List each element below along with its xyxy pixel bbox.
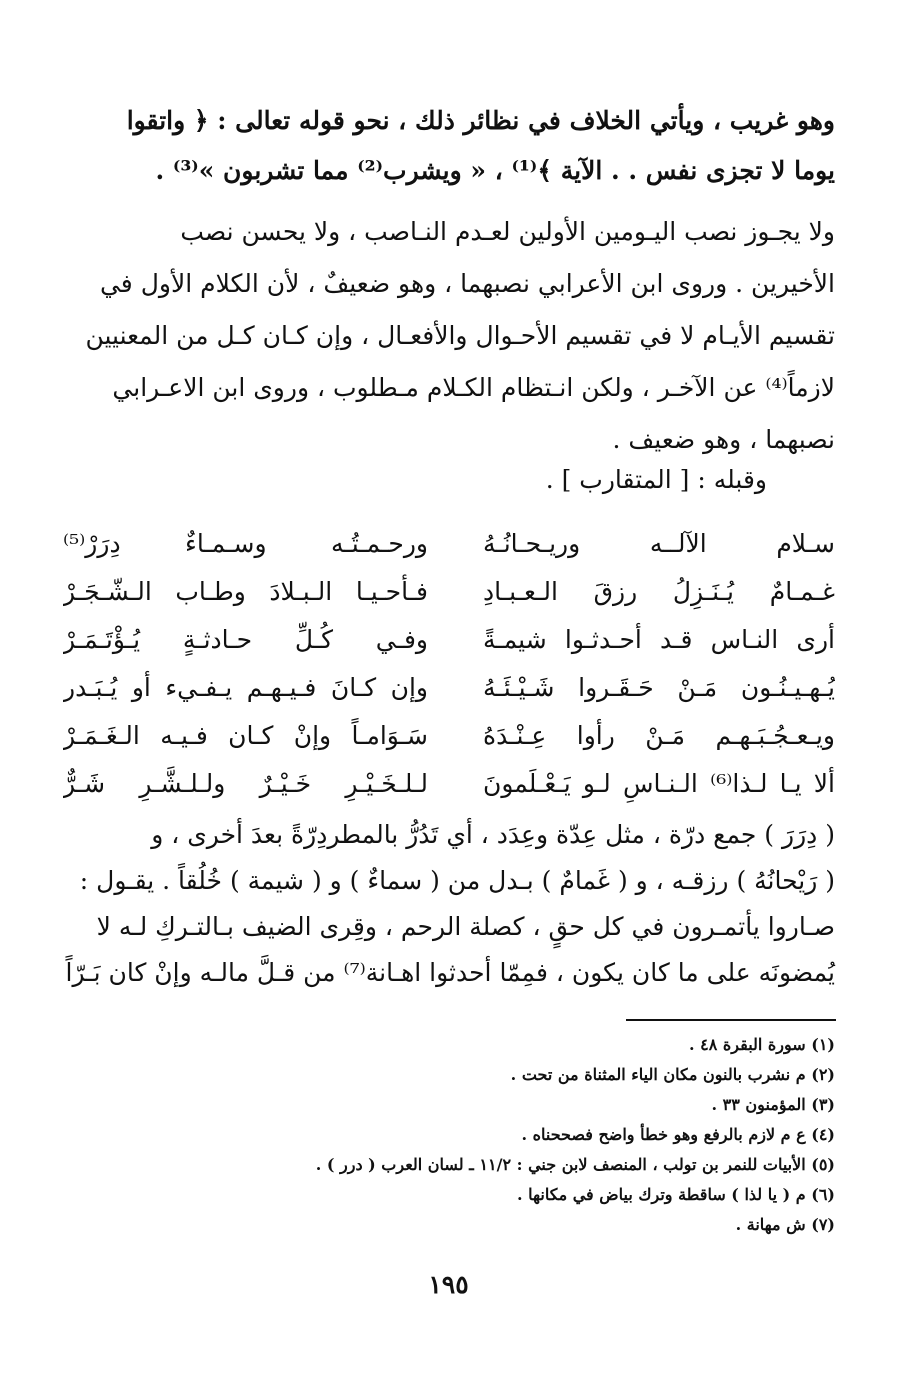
text-line: لازماً⁽⁴⁾ عن الآخـر ، ولكن انـتظام الكـلام مـطلوب ، وروى ابن الاعـرابي	[112, 373, 835, 402]
verse-second-hemistich: لـلـخَـيْـرِ خَـيْـرٌ ولـلـشَّـرِ شَـرٌّ	[63, 769, 428, 798]
footnote: (٤) ع م لازم بالرفع وهو خطأ واضح فصححناه .	[521, 1125, 835, 1144]
footnote-divider	[626, 1019, 836, 1021]
text-line: نصبهما ، وهو ضعيف .	[612, 425, 835, 454]
footnote: (٦) م ( يا لذا ) ساقطة وترك بياض في مكانها .	[517, 1185, 835, 1204]
text-line: الأخيرين . وروى ابن الأعرابي نصبهما ، وهو ضعيفٌ ، لأن الكلام الأول في	[99, 269, 835, 298]
footnote: (٢) م نشرب بالنون مكان الياء المثناة من تحت .	[510, 1065, 835, 1084]
intro-paragraph	[63, 96, 835, 196]
poem	[63, 520, 835, 808]
explanation-paragraph	[63, 812, 835, 996]
poem-verse	[63, 520, 835, 568]
verse-second-hemistich: وفـي كُـلِّ حـادثـةٍ يُـؤْتَـمَـرْ	[63, 625, 428, 654]
footnote: (٧) ش مهانة .	[735, 1215, 835, 1234]
footnote: (١) سورة البقرة ٤٨ .	[688, 1035, 835, 1054]
text-line: تقسيم الأيـام لا في تقسيم الأحـوال والأفعـال ، وإن كـان كـل من المعنيين	[85, 321, 835, 350]
text-line: يُمضونَه على ما كان يكون ، فمِمّا أحدثوا اهـانة⁽⁷⁾ من قـلَّ مالـه وإنْ كان بَـرّاً	[65, 958, 835, 987]
footnote: (٣) المؤمنون ٣٣ .	[711, 1095, 835, 1114]
verse-first-hemistich: غـمـامٌ يُـنَـزِلُ رزقَ الـعـبـادِ	[483, 577, 835, 606]
poem-verse	[63, 712, 835, 760]
text-line: يوما لا تجزى نفس . . الآية ﴾⁽¹⁾ ، « ويشرب⁽²⁾ مما تشربون »⁽³⁾ .	[155, 156, 835, 185]
verse-first-hemistich: سـلام الآلــه وريـحـانُـهُ	[483, 529, 835, 558]
footnote: (٥) الأبيات للنمر بن تولب ، المنصف لابن جني : ١١/٢ ـ لسان العرب ( درر ) .	[315, 1155, 835, 1174]
verse-second-hemistich: سَـوَامـاً وإنْ كـان فـيـه الـغَـمَـرْ	[63, 721, 428, 750]
meter-label: وقبله : [ المتقارب ] .	[545, 465, 767, 494]
verse-first-hemistich: يُـهـيـنُـون مَـنْ حَـقَـروا شَـيْـئَـهُ	[483, 673, 835, 702]
poem-verse	[63, 760, 835, 808]
text-line: ( رَيْحانُهُ ) رزقـه ، و ( غَمامٌ ) بـدل من ( سماءٌ ) و ( شيمة ) خُلُقاً . يقـول :	[79, 866, 835, 895]
verse-second-hemistich: وإن كـانَ فـيـهـم يـفـيء أو يُـبَـدر	[63, 673, 428, 702]
poem-verse	[63, 568, 835, 616]
verse-first-hemistich: ألا يـا لـذا⁽⁶⁾ الـنـاسِ لـو يَـعْـلَمونَ	[483, 769, 835, 798]
page-number: ١٩٥	[428, 1270, 469, 1299]
text-line: ولا يجـوز نصب اليـومين الأولين لعـدم النـاصب ، ولا يحسن نصب	[180, 217, 835, 246]
verse-second-hemistich: ورحـمـتُـه وسـمـاءٌ دِرَرْ⁽⁵⁾	[63, 529, 428, 558]
verse-first-hemistich: ويـعـجُـبَـهـم مَـنْ رأوا عِـنْـدَهُ	[483, 721, 835, 750]
verse-second-hemistich: فـأحـيـا الـبـلادَ وطـاب الـشّـجَـرْ	[63, 577, 428, 606]
main-paragraph	[63, 206, 835, 466]
footnotes	[63, 1030, 835, 1240]
verse-first-hemistich: أرى النـاس قـد أحـدثـوا شيمـةً	[483, 625, 835, 654]
poem-verse	[63, 664, 835, 712]
poem-verse	[63, 616, 835, 664]
text-line: وهو غريب ، ويأتي الخلاف في نظائر ذلك ، نحو قوله تعالى : ﴿ واتقوا	[126, 106, 835, 135]
text-line: صـاروا يأتمـرون في كل حقٍ ، كصلة الرحم ، وقِرى الضيف بـالتـركِ لـه لا	[96, 912, 835, 941]
text-line: ( دِرَرَ ) جمع درّة ، مثل عِدّة وعِدَد ، أي تَدُرُّ بالمطردِرّةً بعدَ أخرى ، و	[151, 820, 835, 849]
